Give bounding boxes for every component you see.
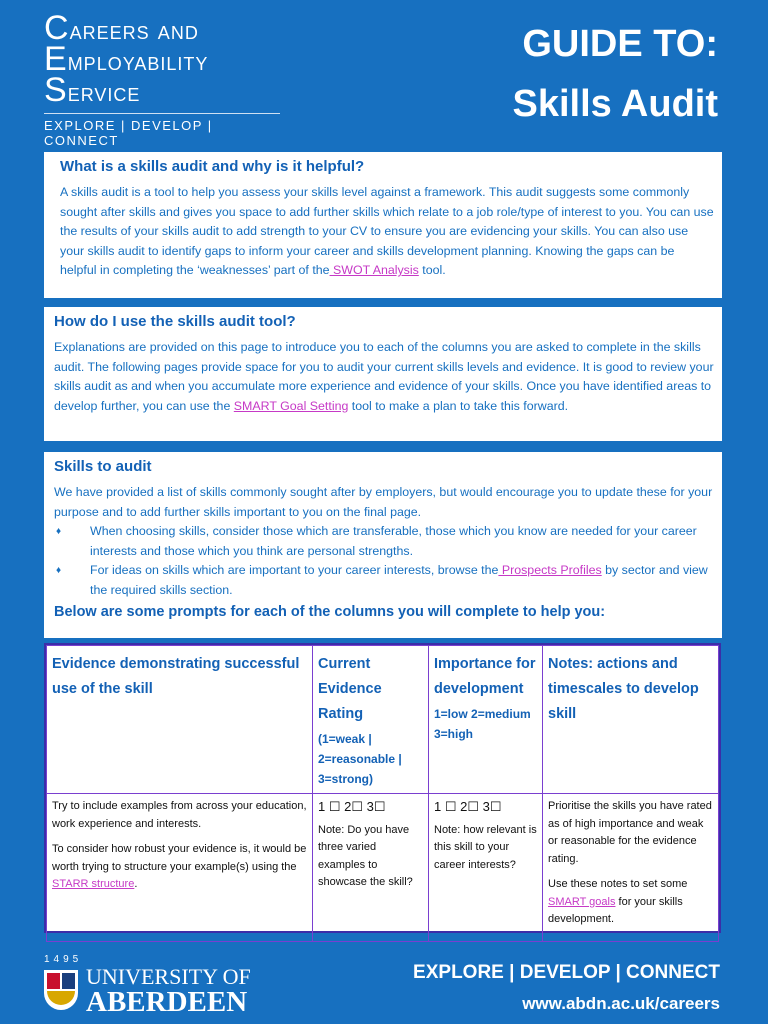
notes-prompt-cell: Prioritise the skills you have rated as of high importance and weak or reasonable for the evidence rating. Use these notes to set some SMART goals for your skills development. <box>543 794 719 942</box>
bullet-list <box>54 522 714 600</box>
diamond-bullet-icon: ♦ <box>56 526 62 537</box>
careers-service-logo <box>44 9 280 148</box>
starr-structure-link[interactable]: STARR structure <box>52 878 135 890</box>
prompts-table <box>44 643 721 933</box>
list-item: ♦ For ideas on skills which are important to your career interests, browse the Prospects Profiles by sector and view the required skills section. <box>56 563 708 597</box>
section-skills-to-audit <box>44 452 722 638</box>
importance-prompt-cell: 1 ☐ 2☐ 3☐ Note: how relevant is this skill to your career interests? <box>429 794 543 942</box>
column-header-evidence: Evidence demonstrating successful use of the skill <box>47 646 313 794</box>
university-name-line-1: UNIVERSITY OF <box>86 964 251 989</box>
rating-checkboxes: 1 ☐ 2☐ 3☐ <box>318 799 386 814</box>
logo-tagline: EXPLORE | DEVELOP | CONNECT <box>44 113 280 148</box>
section-how-to-use <box>44 307 722 441</box>
prospects-profiles-link[interactable]: Prospects Profiles <box>498 563 602 577</box>
section-heading: Skills to audit <box>54 458 152 475</box>
section-body: We have provided a list of skills commonly sought after by employers, but would encourage you to update these for your purpose and to add further skills important to you on the final page. <box>54 485 713 519</box>
column-header-rating: Current Evidence Rating (1=weak | 2=reasonable | 3=strong) <box>313 646 429 794</box>
university-logo <box>44 954 251 1018</box>
prompt-text: Below are some prompts for each of the columns you will complete to help you: <box>54 604 606 620</box>
crest-icon <box>44 970 78 1010</box>
column-header-importance: Importance for development 1=low 2=medium 3=high <box>429 646 543 794</box>
section-heading: How do I use the skills audit tool? <box>54 313 296 330</box>
guide-title <box>512 22 718 126</box>
logo-line-2: Employability <box>44 40 209 78</box>
university-name-line-2: ABERDEEN <box>86 986 248 1018</box>
importance-checkboxes: 1 ☐ 2☐ 3☐ <box>434 799 502 814</box>
section-what-is-skills-audit <box>44 152 722 298</box>
footer-tagline: EXPLORE | DEVELOP | CONNECT <box>413 962 720 983</box>
list-item: ♦ When choosing skills, consider those which are transferable, those which you know are needed for your career interests and those which you think are personal strengths. <box>56 524 697 558</box>
footer <box>413 962 720 1014</box>
smart-goal-setting-link[interactable]: SMART Goal Setting <box>233 398 349 413</box>
section-body: Explanations are provided on this page to introduce you to each of the columns you are asked to complete in the skills audit. The following pages provide space for you to audit your current skills levels and evidence. It is good to review your skills audit as and when you accumulate more experience and evidence of your skills. Once you have identified areas to develop further, you can use the SMART Goal Setting tool to make a plan to take this forward. <box>54 340 714 413</box>
evidence-prompt-cell: Try to include examples from across your education, work experience and interests. To consider how robust your evidence is, it would be worth trying to structure your example(s) using the STARR structure. <box>47 794 313 942</box>
founding-year: 1495 <box>44 954 83 965</box>
rating-prompt-cell: 1 ☐ 2☐ 3☐ Note: Do you have three varied examples to showcase the skill? <box>313 794 429 942</box>
swot-analysis-link[interactable]: SWOT Analysis <box>329 263 419 277</box>
guide-title-line-2: Skills Audit <box>512 83 718 125</box>
smart-goals-link[interactable]: SMART goals <box>548 895 616 908</box>
guide-title-line-1: GUIDE TO: <box>522 23 718 65</box>
section-heading: What is a skills audit and why is it helpful? <box>60 158 365 175</box>
footer-url-link[interactable]: www.abdn.ac.uk/careers <box>522 994 720 1013</box>
column-header-notes: Notes: actions and timescales to develop skill <box>543 646 719 794</box>
logo-line-1: Careers and <box>44 9 199 47</box>
logo-line-3: Service <box>44 71 141 109</box>
diamond-bullet-icon: ♦ <box>56 565 62 576</box>
section-body: A skills audit is a tool to help you assess your skills level against a framework. This audit suggests some commonly sought after skills and gives you space to add further skills which relate to a job role/type of interest to you. You can use the results of your skills audit to add strength to your CV to ensure you are evidencing your skills. You can also use your skills audit to identify gaps to inform your career and skills development planning. Knowing the gaps can be helpful in completing the ‘weaknesses’ part of the SWOT Analysis tool. <box>60 185 714 277</box>
